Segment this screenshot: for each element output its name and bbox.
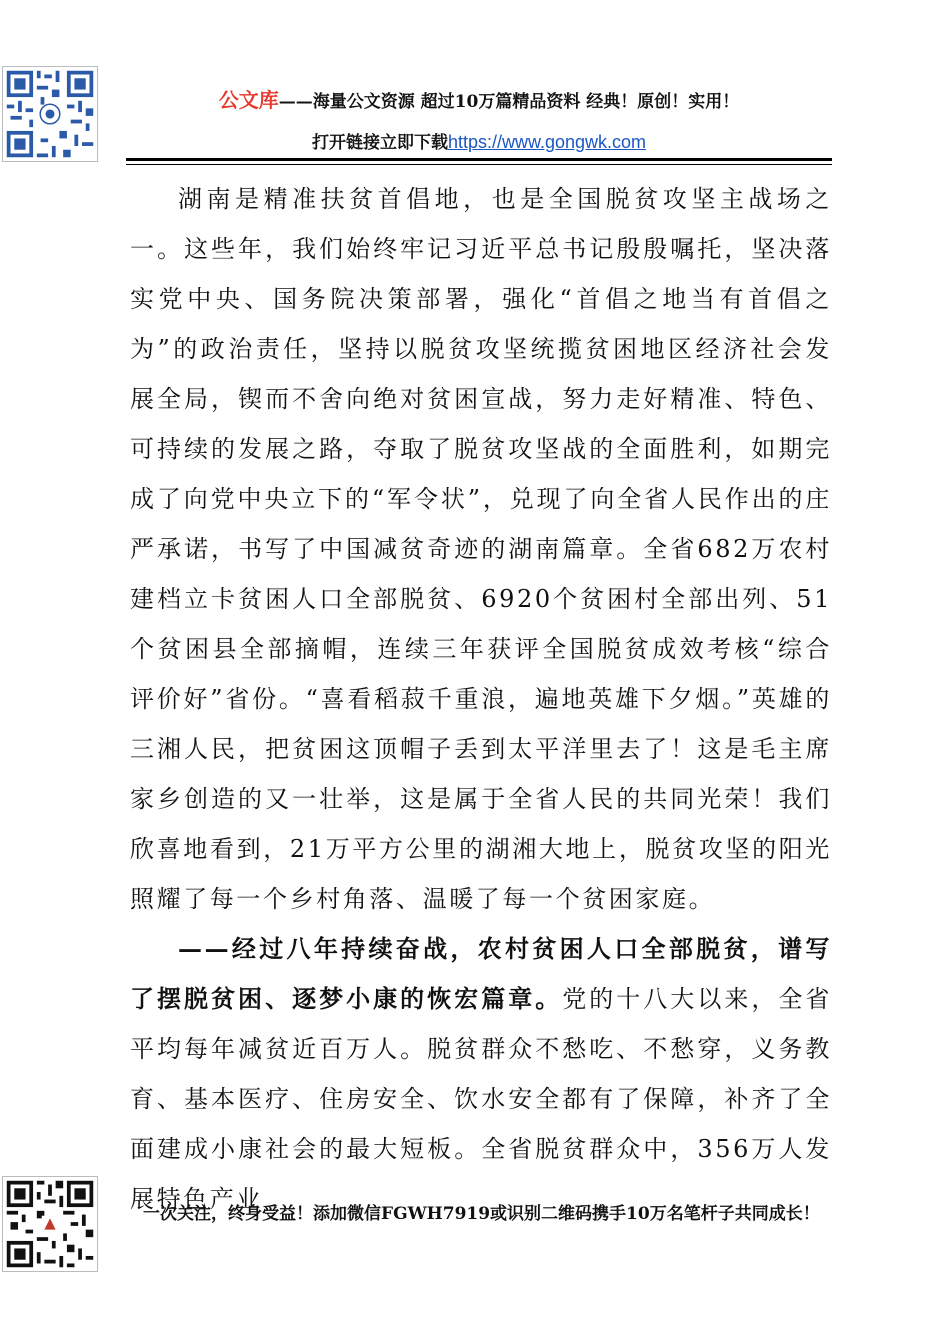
header-rule-thick [126, 158, 832, 161]
website-link[interactable]: https://www.gongwk.com [447, 132, 647, 152]
paragraph-2-text: 党的十八大以来，全省平均每年减贫近百万人。脱贫群众不愁吃、不愁穿，义务教育、基本医疗、住房安全、饮水安全都有了保障，补齐了全面建成小康社会的最大短板。全省脱贫群众中，356万人发展特色产业 [130, 985, 832, 1213]
qr-code-icon [2, 66, 98, 162]
download-label: 打开链接立即下载 [311, 133, 448, 153]
paragraph-2 [130, 924, 832, 1224]
paragraph-2-heading: ——经过八年持续奋战，农村贫困人口全部脱贫，谱写了摆脱贫困、逐梦小康的恢宏篇章。 [130, 934, 832, 1013]
article-body [130, 174, 832, 1224]
download-line [126, 128, 832, 153]
tagline-text: ——海量公文资源 超过10万篇精品资料 经典！原创！实用！ [278, 92, 740, 112]
brand-name: 公文库 [218, 88, 279, 112]
paragraph-1: 湖南是精准扶贫首倡地，也是全国脱贫攻坚主战场之一。这些年，我们始终牢记习近平总书记殷殷嘱托，坚决落实党中央、国务院决策部署，强化“首倡之地当有首倡之为”的政治责任，坚持以脱贫攻坚统揽贫困地区经济社会发展全局，锲而不舍向绝对贫困宣战，努力走好精准、特色、可持续的发展之路，夺取了脱贫攻坚战的全面胜利，如期完成了向党中央立下的“军令状”，兑现了向全省人民作出的庄严承诺，书写了中国减贫奇迹的湖南篇章。全省682万农村建档立卡贫困人口全部脱贫、6920个贫困村全部出列、51个贫困县全部摘帽，连续三年获评全国脱贫成效考核“综合评价好”省份。“喜看稻菽千重浪，遍地英雄下夕烟。”英雄的三湘人民，把贫困这顶帽子丢到太平洋里去了！这是毛主席家乡创造的又一壮举，这是属于全省人民的共同光荣！我们欣喜地看到，21万平方公里的湖湘大地上，脱贫攻坚的阳光照耀了每一个乡村角落、温暖了每一个贫困家庭。 [130, 185, 832, 913]
header-rule-thin [126, 164, 832, 165]
qr-code-icon [2, 1176, 98, 1272]
footer-promo: 一次关注，终身受益！添加微信FGWH7919或识别二维码携手10万名笔杆子共同成长！ [143, 1204, 820, 1224]
header-tagline [126, 84, 832, 113]
